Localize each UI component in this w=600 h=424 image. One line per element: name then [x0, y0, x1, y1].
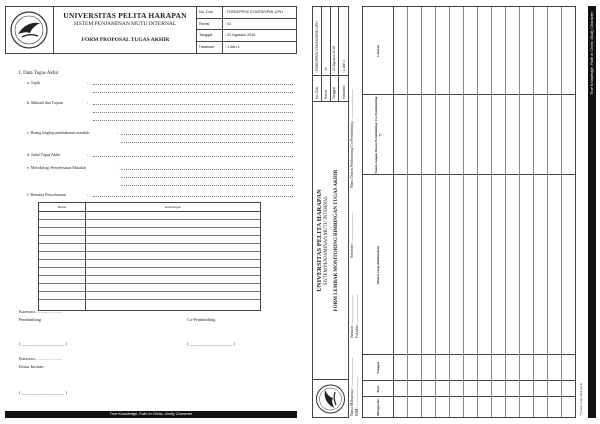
meta-row: Revisi : 02: [322, 7, 331, 101]
pembimbing-label: Pembimbing: [19, 317, 41, 322]
meta-row: Halaman : 1 dari 1: [339, 7, 348, 101]
meta-row: Tanggal : 22 Agustus 2016: [197, 30, 296, 42]
form-title-block: [54, 7, 197, 53]
meta-row: Revisi : 02: [197, 19, 296, 31]
col-ttd: Tanda tangan Dosen Pembimbing/ Co-Pembimbing *): [373, 96, 382, 174]
input-line[interactable]: [121, 169, 293, 170]
col-minggu: Minggu Ke-: [375, 398, 380, 416]
field-label-topik: a. Topik: [27, 80, 40, 85]
col-tanggal: Tanggal: [375, 362, 380, 374]
nama-mahasiswa: Nama Mahasiswa : ..............................: [350, 357, 354, 416]
field-label-rencana: f. Rencana Penyelesaian: [27, 192, 66, 197]
proposal-form-page: UNIVERSITAS PELITA HARAPAN SISTEM PENJAMINAN MUTU INTERNAL FORM PROPOSAL TUGAS AKHIR No. Dok. : FOR/2/PR/3/ STA/SS/SPMI-UPH Revisi : 02 Tanggal : 22 Agustus 2016 Halaman : 1 dari 1 I. Data Tugas Akhir a. Topik : b. Maksud dan Tujuan : c. Ruang lingkup pembahasan masalah : d. Judul Tugas Akhir : e. Metodologi Penyelesaian Masalah : f. Rencana Penyelesaian : Bulan Keterangan Karawaci, ....................... Pembimbing Co-Pembimbing ( ____________________ ) ( ____________________ ) Karawaci, ....................... Ketua Jurusan ( ____________________ ) True Knowledge, Faith in Christ, Godly Character: [5, 6, 297, 418]
semester-field: Semester : ..............................: [350, 212, 354, 258]
document-meta: [197, 7, 296, 53]
place-date-2: Karawaci, .......................: [19, 356, 63, 361]
system-name: SISTEM PENJAMINAN MUTU INTERNAL: [73, 21, 177, 27]
document-meta: [313, 7, 348, 101]
field-label-judul: d. Judul Tugas Akhir: [27, 152, 61, 157]
meta-row: Tanggal : 22 Agustus 2016: [331, 7, 340, 101]
col-hari: Hari: [375, 385, 380, 393]
input-line[interactable]: [121, 142, 293, 143]
meta-row: No. Dok. : FOR/2/PR/3/ STA/SS/SPMI-UPH: [197, 7, 296, 19]
input-line[interactable]: [93, 112, 293, 113]
input-line[interactable]: [121, 134, 293, 135]
input-line[interactable]: [93, 196, 293, 197]
fakultas-field: Fakultas : ..............................: [355, 293, 359, 338]
ketua-label: Ketua Jurusan: [19, 364, 44, 369]
monitoring-header: [312, 6, 349, 418]
co-pembimbing-label: Co-Pembimbing: [187, 317, 216, 322]
col-materi: Materi yang didiskusikan: [375, 245, 380, 285]
input-line[interactable]: [93, 120, 293, 121]
col-catatan: Catatan: [375, 44, 380, 58]
jurusan-field: Jurusan : ..............................: [350, 294, 354, 338]
meta-row: Halaman : 1 dari 1: [197, 42, 296, 54]
input-line[interactable]: [93, 92, 293, 93]
monitoring-table: [362, 6, 576, 418]
form-header: [5, 6, 297, 54]
field-label-ruang-lingkup: c. Ruang lingkup pembahasan masalah: [27, 130, 90, 135]
col-bulan-header: Bulan: [57, 205, 67, 209]
section-title: I. Data Tugas Akhir: [19, 71, 59, 76]
university-name: UNIVERSITAS PELITA HARAPAN: [63, 11, 187, 20]
ketua-signature[interactable]: ( ____________________ ): [19, 390, 67, 395]
col-keterangan-header: Keterangan: [164, 205, 182, 209]
footer-motto: True Knowledge, Faith in Christ, Godly Character: [588, 6, 596, 418]
co-pembimbing-signature[interactable]: ( ____________________ ): [187, 341, 235, 346]
plan-table: [38, 202, 261, 311]
meta-row: No. Dok. : FOR/1/PR/3/ STA/SS/SPMI-UPH: [313, 7, 322, 101]
form-title: FORM PROPOSAL TUGAS AKHIR: [81, 37, 170, 43]
pembimbing-signature[interactable]: ( ____________________ ): [19, 341, 67, 346]
university-logo: [313, 379, 348, 417]
university-logo: [6, 7, 54, 53]
form-title: FORM LEMBAR MONITORING BIMBINGAN TUGAS AKHIR: [334, 169, 339, 312]
footnote: *) Coret yang tidak perlu: [579, 382, 583, 416]
university-name: UNIVERSITAS PELITA HARAPAN: [316, 189, 323, 292]
monitoring-form-page: [312, 6, 598, 418]
system-name: SISTEM PENJAMINAN MUTU INTERNAL: [324, 195, 329, 286]
dosen-field: Nama Dosen Pembimbing/Co-Pembimbing : ...............................: [350, 89, 354, 188]
field-label-maksud: b. Maksud dan Tujuan: [27, 100, 63, 105]
footer-motto: True Knowledge, Faith in Christ, Godly Character: [5, 411, 297, 418]
input-line[interactable]: [93, 84, 293, 85]
input-line[interactable]: [93, 104, 293, 105]
input-line[interactable]: [93, 156, 293, 157]
nim-field: NIM : ..............................: [355, 377, 359, 416]
field-label-metodologi: e. Metodologi Penyelesaian Masalah: [27, 165, 86, 170]
monitoring-title-block: [313, 101, 348, 379]
place-date: Karawaci, .......................: [19, 309, 63, 314]
input-line[interactable]: [121, 177, 293, 178]
input-line[interactable]: [121, 185, 293, 186]
